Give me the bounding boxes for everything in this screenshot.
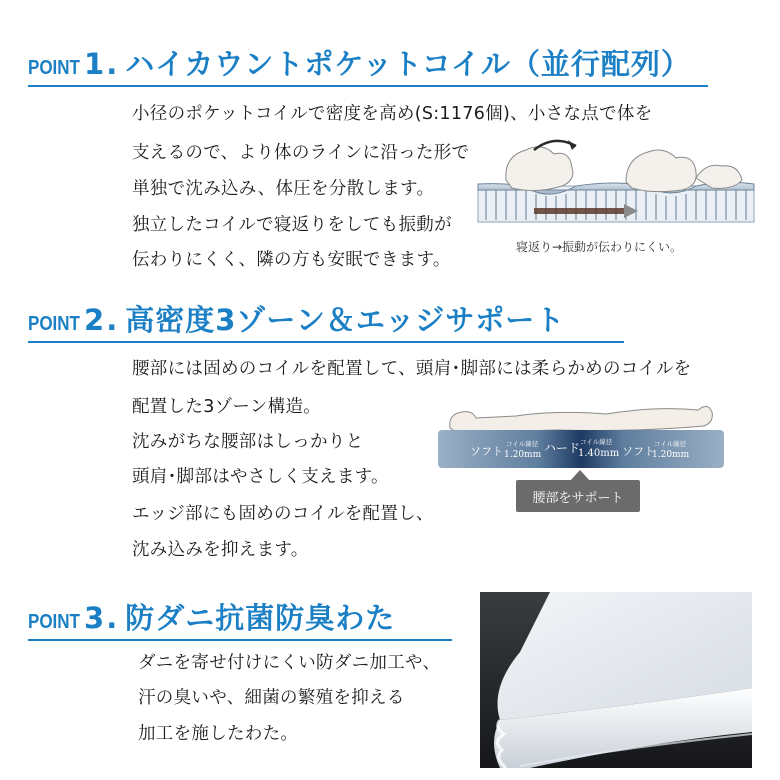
point1-title: ハイカウントポケットコイル（並行配列） [125,47,691,81]
point3-line: 加工を施したわた。 [138,724,299,744]
point3-title: 防ダニ抗菌防臭わた [125,601,396,635]
point2-line: 頭肩･脚部はやさしく支えます。 [132,467,389,487]
point1-heading [28,42,708,87]
point3-label: POINT [28,611,80,633]
zone-hard-coil-label: コイル線径 [580,438,613,446]
point2-title: 高密度3ゾーン＆エッジサポート [125,303,566,337]
point2-line: 腰部には固めのコイルを配置して、頭肩･脚部には柔らかめのコイルを [132,359,692,379]
point1-line: 独立したコイルで寝返りをしても振動が [132,215,452,235]
point3-heading [28,596,452,641]
zone-soft-left-name: ソフト [470,445,503,458]
zone-hard-name: ハード [544,441,581,455]
point2-separator: . [106,303,118,337]
three-zone-illustration [436,392,726,472]
point2-line: 沈みがちな腰部はしっかりと [132,432,364,452]
zone-soft-right-name: ソフト [622,445,655,458]
point1-separator: . [106,47,118,81]
point2-number: 2 [84,303,105,337]
point3-separator: . [106,601,118,635]
zone-soft-right-coil-label: コイル線径 [654,440,687,448]
point2-heading [28,298,624,343]
point1-line: 伝わりにくく、隣の方も安眠できます。 [132,250,451,270]
point3-line: 汗の臭いや、細菌の繁殖を抑える [138,688,405,708]
point1-line: 支えるので、より体のラインに沿った形で [132,143,470,163]
zone-hard-coil: 1.40mm [578,448,620,459]
point1-line: 小径のポケットコイルで密度を高め(S:1176個)、小さな点で体を [132,104,653,124]
cotton-wadding-photo [480,592,752,768]
point1-number: 1 [84,47,105,81]
zone-soft-left-coil: 1.20mm [504,450,542,460]
point2-label: POINT [28,313,80,335]
point1-image-caption: 寝返り→振動が伝わりにくい。 [516,240,683,254]
point1-line: 単独で沈み込み、体圧を分散します。 [132,179,435,199]
pocket-coil-illustration [476,128,756,228]
zone-soft-left-coil-label: コイル線径 [506,440,539,448]
point2-line: エッジ部にも固めのコイルを配置し、 [132,504,434,524]
zone-soft-right-coil: 1.20mm [652,450,690,460]
point3-number: 3 [84,601,105,635]
point2-line: 沈み込みを抑えます。 [132,540,309,560]
point3-line: ダニを寄せ付けにくい防ダニ加工や、 [138,653,441,673]
point1-label: POINT [28,57,80,79]
lumbar-support-badge: 腰部をサポート [516,480,640,512]
point2-line: 配置した3ゾーン構造。 [132,397,322,417]
